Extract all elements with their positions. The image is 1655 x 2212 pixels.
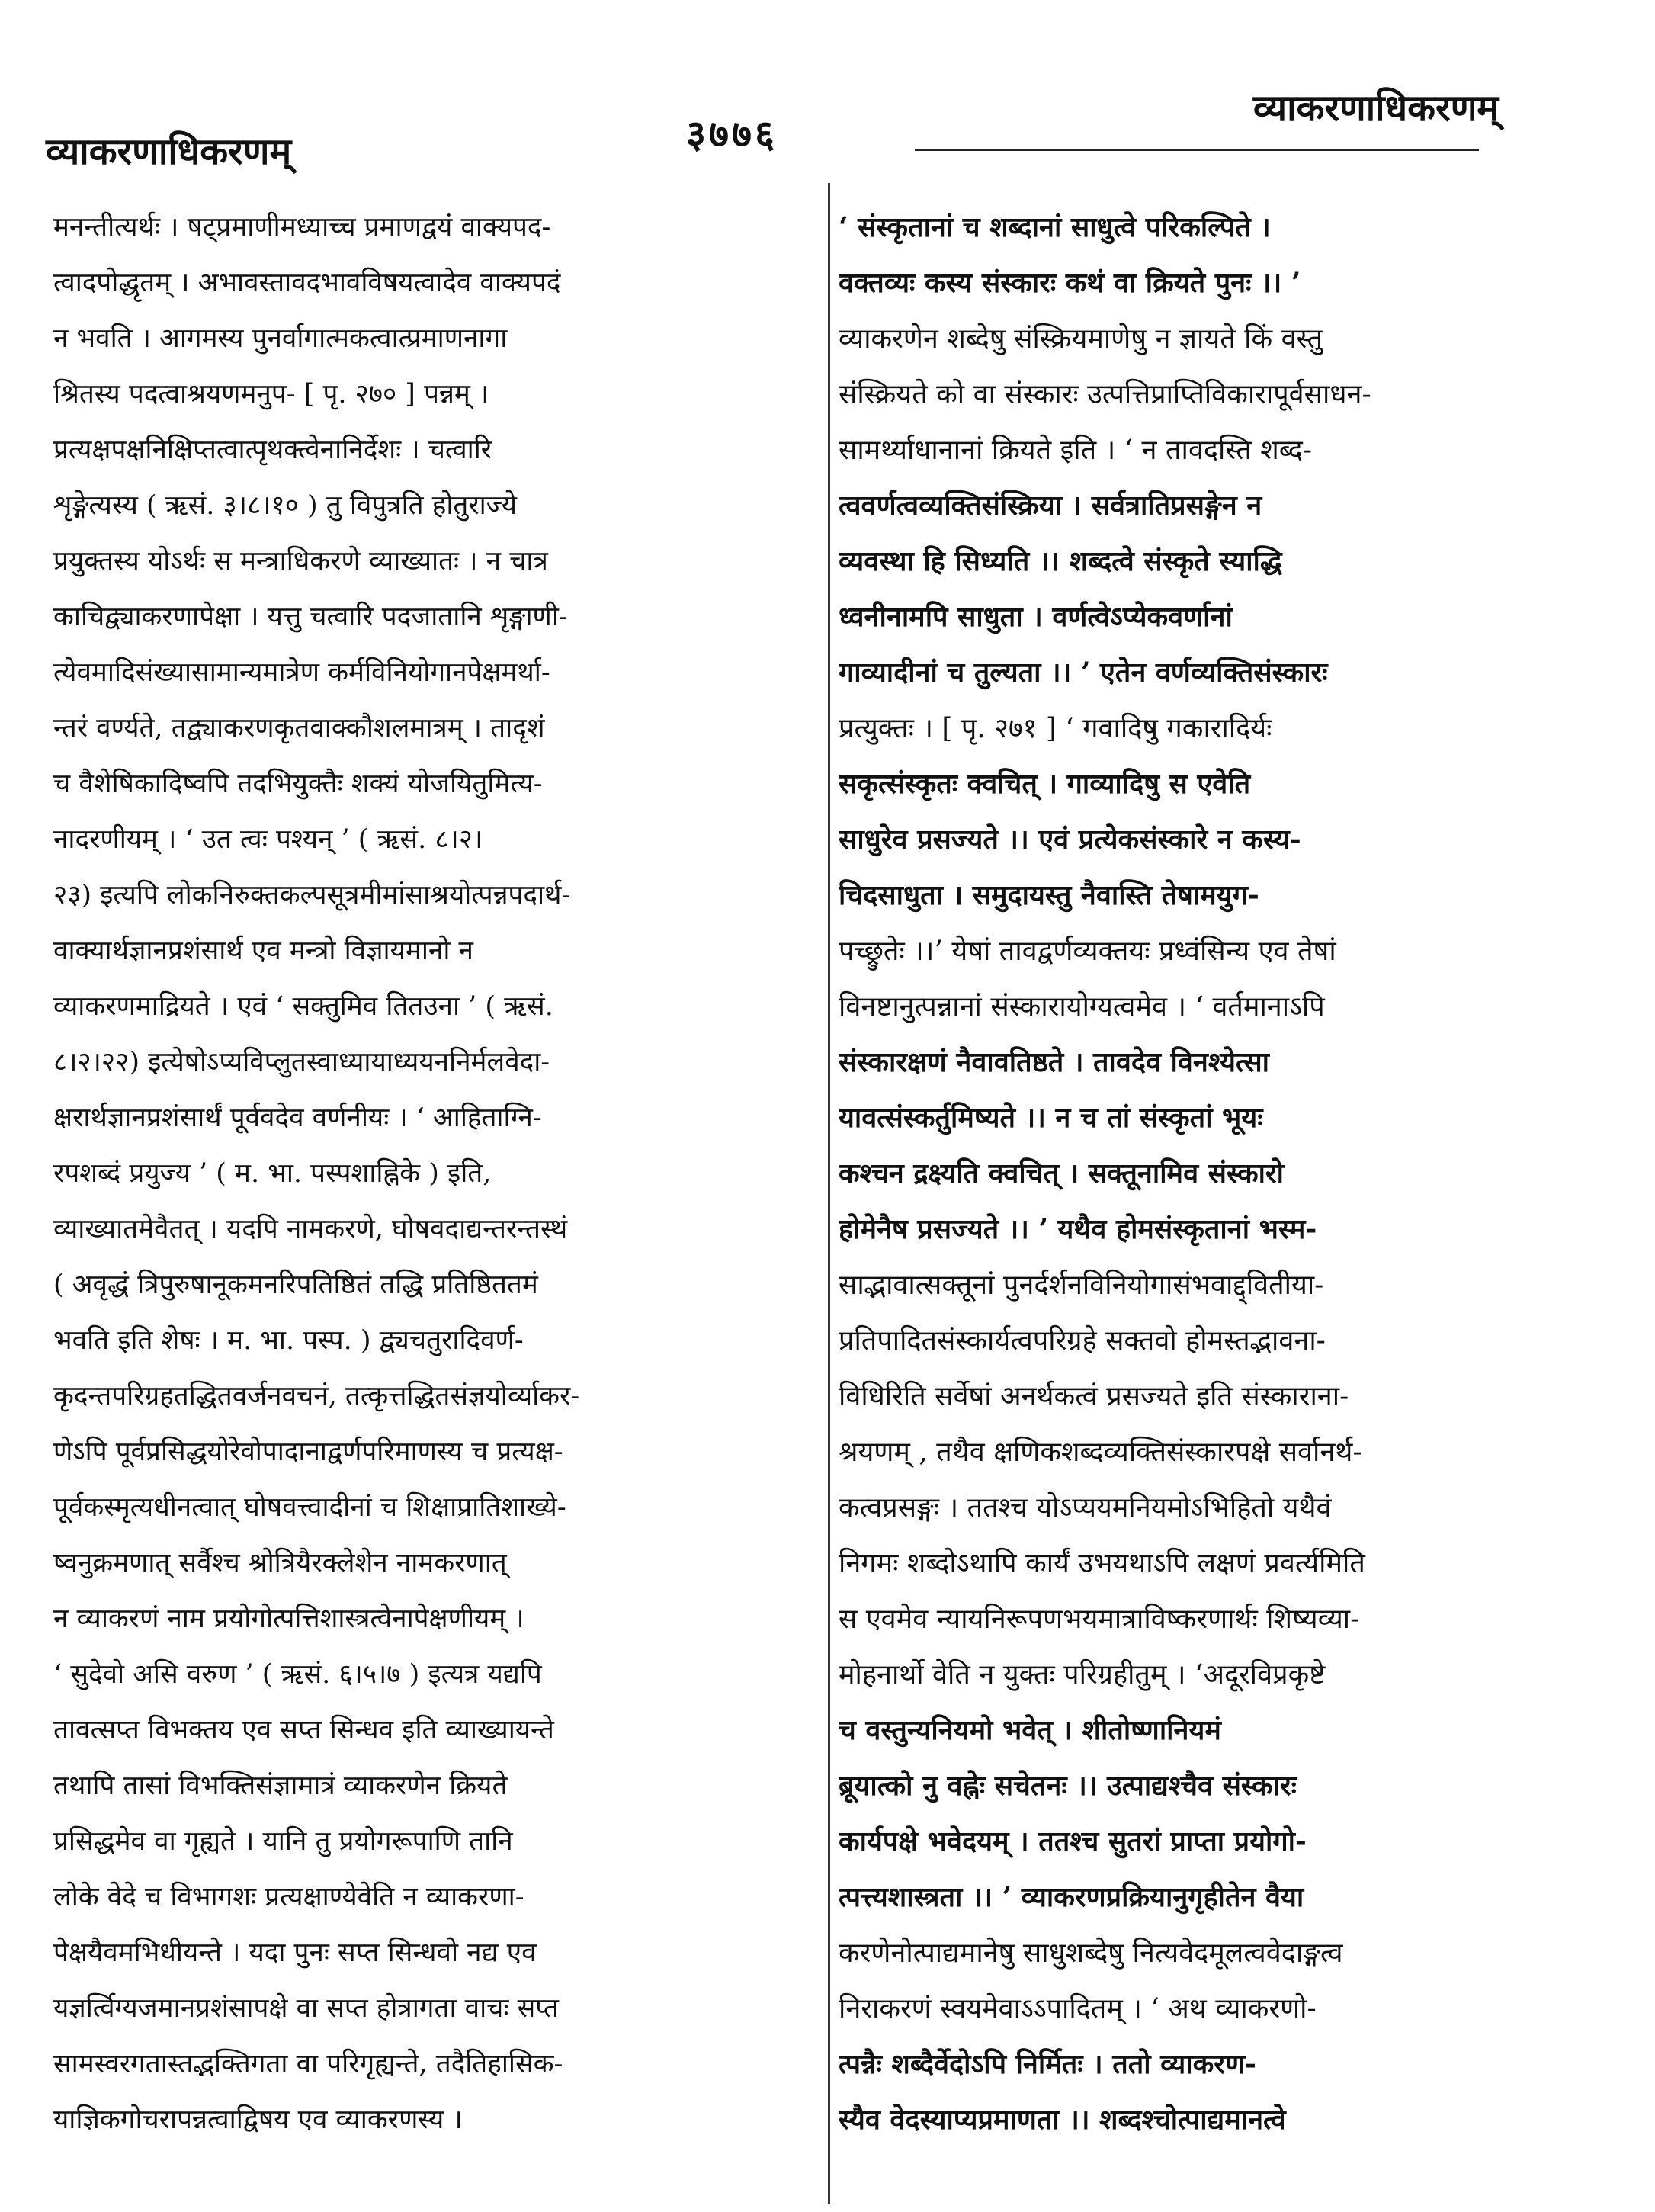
text-line: गाव्यादीनां च तुल्यता ।। ’ एतेन वर्णव्यक्तिसंस्कारः [839,657,1328,689]
column-divider [828,183,830,2204]
text-line: लोके वेदे च विभागशः प्रत्यक्षाण्येवेति न व्याकरणा- [53,1882,524,1912]
text-line: स्यैव वेदस्याप्यप्रमाणता ।। शब्दश्चोत्पाद्यमानत्वे [839,2104,1286,2136]
text-line: चिदसाधुता । समुदायस्तु नैवास्ति तेषामयुग- [839,879,1259,911]
text-line: कश्चन द्रक्ष्यति क्वचित् । सक्तूनामिव संस्कारो [839,1157,1284,1189]
text-line: त्ववर्णत्वव्यक्तिसंस्क्रिया । सर्वत्रातिप्रसङ्गेन न [839,490,1262,522]
running-header-left: व्याकरणाधिकरणम् [46,130,292,173]
text-line: ‘ संस्कृतानां च शब्दानां साधुत्वे परिकल्पिते । [839,211,1271,243]
right-column [839,200,1509,2148]
text-line: व्याख्यातमेवैतत् । यदपि नामकरणे, घोषवदाद्यन्तरन्तस्थं [53,1214,568,1244]
text-line: न्तरं वर्ण्यते, तद्व्याकरणकृतवाक्कौशलमात्रम् । तादृशं [53,713,545,743]
text-line: त्पत्त्यशास्त्रता ।। ’ व्याकरणप्रक्रियानुगृहीतेन वैया [839,1881,1304,1913]
text-line: कार्यपक्षे भवेदयम् । ततश्च सुतरां प्राप्ता प्रयोगो- [839,1825,1307,1857]
text-line: प्रयुक्तस्य योऽर्थः स मन्त्राधिकरणे व्याख्यातः । न चात्र [53,546,548,576]
text-line: साधुरेव प्रसज्यते ।। एवं प्रत्येकसंस्कारे न कस्य- [839,823,1301,856]
text-line: णेऽपि पूर्वप्रसिद्धयोरेवोपादानाद्वर्णपरिमाणस्य च प्रत्यक्ष- [53,1437,563,1467]
text-line: ‘ सुदेवो असि वरुण ’ ( ऋसं. ६।५।७ ) इत्यत्र यद्यपि [53,1659,542,1690]
text-line: स एवमेव न्यायनिरूपणभयमात्राविष्करणार्थः शिष्यव्या- [839,1604,1360,1635]
text-line: प्रतिपादितसंस्कार्यत्वपरिग्रहे सक्तवो होमस्तद्भावना- [839,1325,1326,1356]
text-line: वक्तव्यः कस्य संस्कारः कथं वा क्रियते पुनः ।। ’ [839,267,1301,299]
text-line: तथापि तासां विभक्तिसंज्ञामात्रं व्याकरणेन क्रियते [53,1771,508,1801]
text-line: ध्वनीनामपि साधुता । वर्णत्वेऽप्येकवर्णानां [839,601,1233,633]
text-line: श्रयणम् , तथैव क्षणिकशब्दव्यक्तिसंस्कारपक्षे सर्वानर्थ- [839,1437,1362,1468]
text-line: मोहनार्थो वेति न युक्तः परिग्रहीतुम् । ‘अदूरविप्रकृष्टे [839,1659,1326,1690]
text-line: निराकरणं स्वयमेवाऽऽपादितम् । ‘ अथ व्याकरणो- [839,1993,1317,2024]
text-line: पच्छ्रुतेः ।।’ येषां तावद्वर्णव्यक्तयः प्रध्वंसिन्य एव तेषां [839,936,1336,967]
text-line: पूर्वकस्मृत्यधीनत्वात् घोषवत्त्वादीनां च शिक्षाप्रातिशाख्ये- [53,1492,566,1523]
text-line: सामस्वरगतास्तद्भक्तिगता वा परिगृह्यन्ते, तदैतिहासिक- [53,2049,563,2079]
text-line: सामर्थ्याधानानां क्रियते इति । ‘ न तावदस्ति शब्द- [839,435,1312,466]
text-line: च वैशेषिकादिष्वपि तदभियुक्तैः शक्यं योजयितुमित्य- [53,769,543,799]
text-line: ८।२।२२) इत्येषोऽप्यविप्लुतस्वाध्यायाध्ययननिर्मलवेदा- [53,1047,550,1077]
text-line: कत्वप्रसङ्गः । ततश्च योऽप्ययमनियमोऽभिहितो यथैवं [839,1492,1332,1523]
text-line: तावत्सप्त विभक्तय एव सप्त सिन्धव इति व्याख्यायन्ते [53,1715,554,1745]
text-line: ब्रूयात्को नु वह्नेः सचेतनः ।। उत्पाद्यश्चैव संस्कारः [839,1770,1297,1802]
text-line: व्याकरणमाद्रियते । एवं ‘ सक्तुमिव तितउना ’ ( ऋसं. [53,991,553,1022]
text-line: याज्ञिकगोचरापन्नत्वाद्विषय एव व्याकरणस्य । [53,2104,463,2135]
text-line: संस्कारक्षणं नैवावतिष्ठते । तावदेव विनश्येत्सा [839,1046,1270,1078]
text-line: विनष्टानुत्पन्नानां संस्कारायोग्यत्वमेव । ‘ वर्तमानाऽपि [839,991,1325,1023]
text-line: कृदन्तपरिग्रहतद्धितवर्जनवचनं, तत्कृत्तद्धितसंज्ञयोर्व्याकर- [53,1381,580,1411]
text-line: ष्वनुक्रमणात् सर्वैश्च श्रोत्रियैरक्लेशेन नामकरणात् [53,1548,507,1578]
text-line: श्रितस्य पदत्वाश्रयणमनुप- [ पृ. २७० ] पन्नम् । [53,379,489,409]
running-header-right: व्याकरणाधिकरणम् [1252,87,1499,130]
text-line: प्रसिद्धमेव वा गृह्यते । यानि तु प्रयोगरूपाणि तानि [53,1826,513,1857]
text-line: काचिद्व्याकरणापेक्षा । यत्तु चत्वारि पदजातानि शृङ्गाणी- [53,602,568,632]
text-line: त्वादपोद्धृतम् । अभावस्तावदभावविषयत्वादेव वाक्यपदं [53,268,561,298]
left-column [53,200,808,2148]
text-line: होमेनैष प्रसज्यते ।। ’ यथैव होमसंस्कृतानां भस्म- [839,1213,1317,1245]
text-line: पेक्षयैवमभिधीयन्ते । यदा पुनः सप्त सिन्धवो नद्य एव [53,1938,537,1968]
text-line: व्याकरणेन शब्देषु संस्क्रियमाणेषु न ज्ञायते किं वस्तु [839,323,1323,355]
text-line: शृङ्गेत्यस्य ( ऋसं. ३।८।१० ) तु विपुत्रति होतुराज्ये [53,490,518,521]
text-line: सकृत्संस्कृतः क्वचित् । गाव्यादिषु स एवेति [839,768,1251,800]
text-line: रपशब्दं प्रयुज्य ’ ( म. भा. पस्पशाह्निके ) इति, [53,1158,492,1189]
text-line: ( अवृद्धं त्रिपुरुषानूकमनरिपतिष्ठितं तद्धि प्रतिष्ठिततमं [53,1270,538,1300]
text-line: २३) इत्यपि लोकनिरुक्तकल्पसूत्रमीमांसाश्रयोत्पन्नपदार्थ- [53,880,571,910]
text-line: च वस्तुन्यनियमो भवेत् । शीतोष्णानियमं [839,1714,1221,1746]
text-line: साद्भावात्सक्तूनां पुनर्दर्शनविनियोगासंभवाद्द्वितीया- [839,1270,1324,1301]
text-line: भवति इति शेषः । म. भा. पस्प. ) द्व्यचतुरादिवर्ण- [53,1325,524,1356]
text-line: प्रत्युक्तः । [ पृ. २७१ ] ‘ गवादिषु गकारादिर्यः [839,713,1272,744]
text-line: त्पन्नैः शब्दैर्वेदोऽपि निर्मितः । ततो व्याकरण- [839,2048,1256,2080]
text-line: विधिरिति सर्वेषां अनर्थकत्वं प्रसज्यते इति संस्काराना- [839,1381,1349,1412]
text-line: संस्क्रियते को वा संस्कारः उत्पत्तिप्राप्तिविकारापूर्वसाधन- [839,379,1371,410]
text-line: वाक्यार्थज्ञानप्रशंसार्थ एव मन्त्रो विज्ञायमानो न [53,936,473,966]
text-line: करणेनोत्पाद्यमानेषु साधुशब्देषु नित्यवेदमूलत्ववेदाङ्गत्व [839,1938,1343,1969]
text-line: निगमः शब्दोऽथापि कार्यं उभयथाऽपि लक्षणं प्रवर्त्यमिति [839,1548,1365,1579]
text-line: नादरणीयम् । ‘ उत त्वः पश्यन् ’ ( ऋसं. ८।२। [53,824,483,855]
text-line: न भवति । आगमस्य पुनर्वागात्मकत्वात्प्रमाणनागा [53,323,508,354]
text-line: मनन्तीत्यर्थः । षट्प्रमाणीमध्याच्च प्रमाणद्वयं वाक्यपद- [53,212,551,242]
text-line: यावत्संस्कर्तुमिष्यते ।। न च तां संस्कृतां भूयः [839,1102,1263,1134]
text-line: यज्ञर्त्विग्यजमानप्रशंसापक्षे वा सप्त होत्रागता वाचः सप्त [53,1993,559,2024]
text-line: प्रत्यक्षपक्षनिक्षिप्तत्वात्पृथक्त्वेनानिर्देशः । चत्वारि [53,435,492,465]
text-line: व्यवस्था हि सिध्यति ।। शब्दत्वे संस्कृते स्याद्धि [839,545,1282,577]
text-line: त्येवमादिसंख्यासामान्यमात्रेण कर्मविनियोगानपेक्षमर्था- [53,657,550,688]
text-line: न व्याकरणं नाम प्रयोगोत्पत्तिशास्त्रत्वेनापेक्षणीयम् । [53,1604,524,1634]
header-rule [915,149,1479,151]
text-line: क्षरार्थज्ञानप्रशंसार्थं पूर्ववदेव वर्णनीयः । ‘ आहिताग्नि- [53,1103,542,1133]
page-number: ३७७६ [686,111,778,156]
